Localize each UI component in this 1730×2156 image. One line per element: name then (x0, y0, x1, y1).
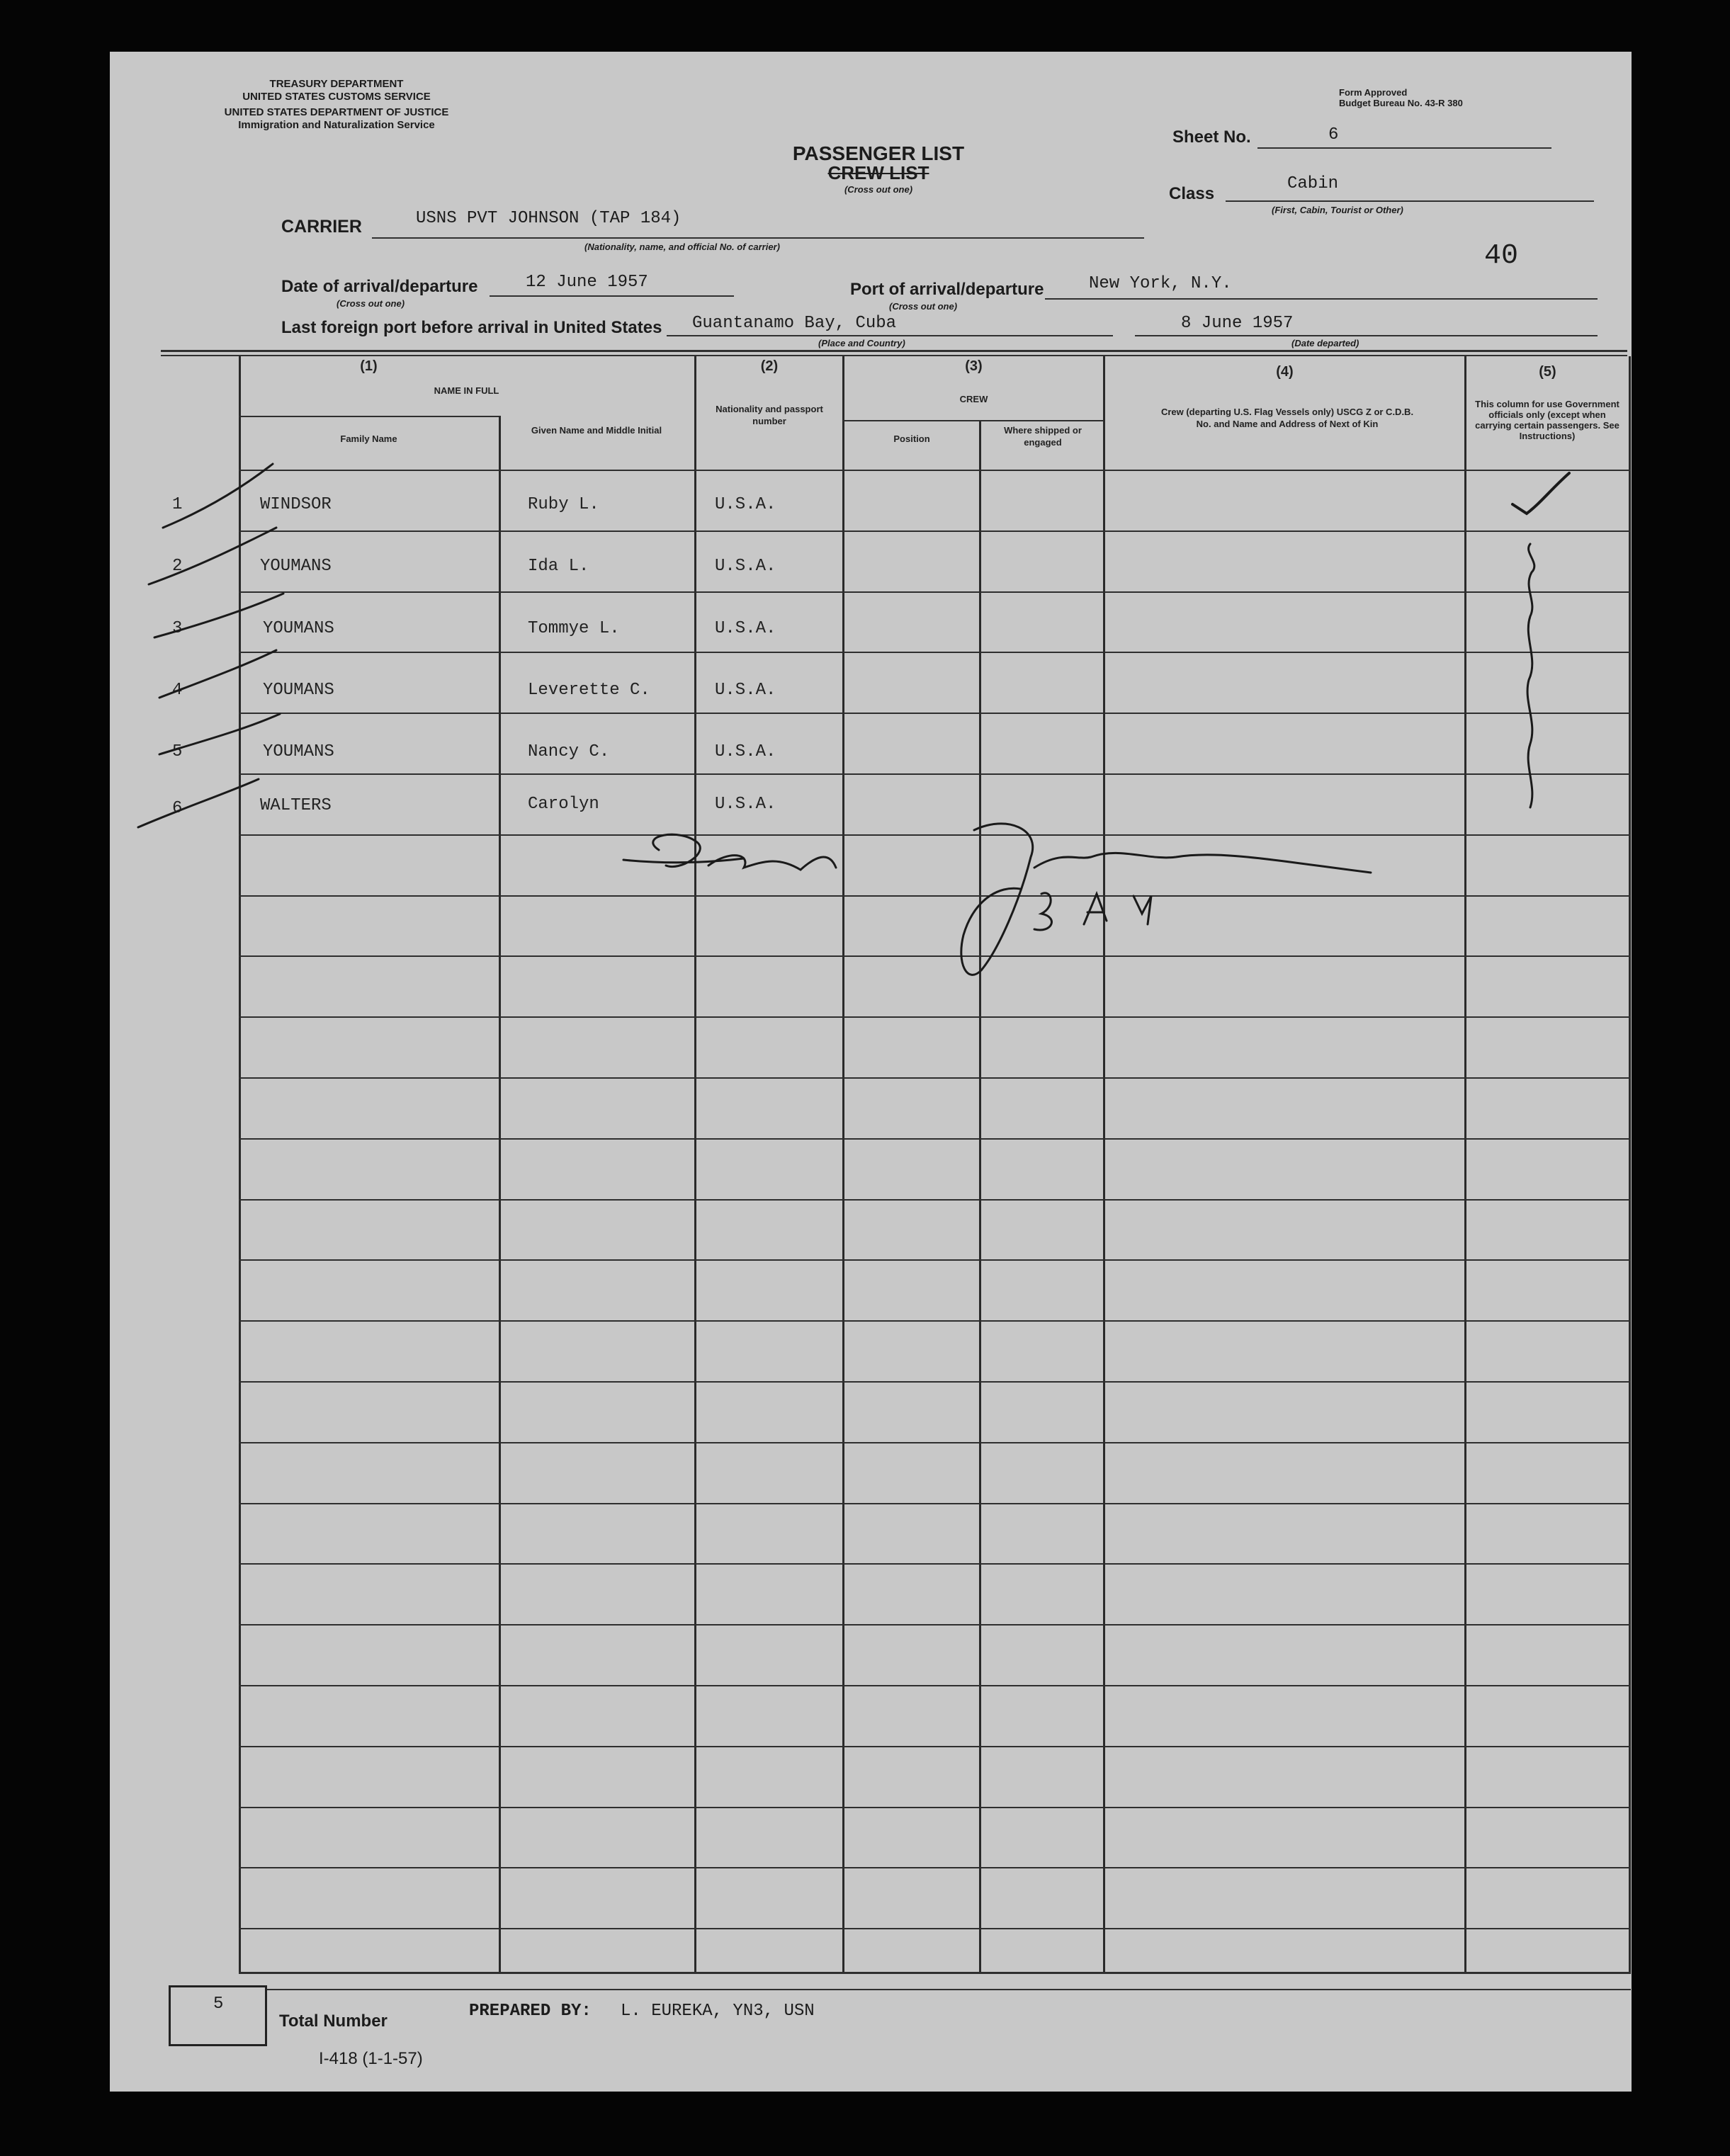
row-nationality: U.S.A. (715, 681, 776, 700)
total-box (169, 1985, 267, 2046)
col1-num: (1) (360, 358, 378, 374)
signature-mark (1084, 894, 1107, 924)
row-given: Ruby L. (528, 495, 599, 514)
col2-num: (2) (760, 358, 779, 374)
title-note: (Cross out one) (844, 184, 913, 195)
last-port-label: Last foreign port before arrival in United States (281, 318, 662, 337)
signature-stroke (1034, 853, 1371, 873)
row-nationality: U.S.A. (715, 795, 776, 814)
col1-family: Family Name (340, 433, 397, 444)
row-number: 3 (172, 619, 183, 638)
col4-num: (4) (1276, 364, 1294, 380)
ditto-mark (1527, 544, 1534, 807)
col4-title: Crew (departing U.S. Flag Vessels only) USCG Z or C.D.B. No. and Name and Address of Next of Kin (1160, 407, 1414, 429)
port-label: Port of arrival/departure (850, 280, 1044, 299)
col3-title: CREW (959, 394, 988, 404)
row-nationality: U.S.A. (715, 742, 776, 761)
col5-num: (5) (1539, 364, 1556, 380)
row-number: 1 (172, 495, 183, 514)
row-family: YOUMANS (260, 557, 332, 576)
col1-title: NAME IN FULL (434, 385, 499, 396)
tick-mark (159, 650, 276, 698)
agency-line: UNITED STATES DEPARTMENT OF JUSTICE (224, 106, 449, 118)
page-title: PASSENGER LIST (792, 142, 965, 164)
col2-title: Nationality and passport number (716, 404, 823, 426)
col1-given: Given Name and Middle Initial (531, 425, 662, 436)
signature-mark (1133, 896, 1151, 924)
class-note: (First, Cabin, Tourist or Other) (1272, 205, 1403, 215)
agency-line: TREASURY DEPARTMENT (269, 78, 404, 90)
port-note: (Cross out one) (889, 301, 958, 312)
tick-mark (163, 464, 273, 528)
prepared-label: PREPARED BY: (469, 2002, 592, 2021)
row-given: Leverette C. (528, 681, 650, 700)
form-approved-label: Form Approved (1339, 87, 1408, 98)
class-value: Cabin (1287, 174, 1339, 193)
row-number: 4 (172, 681, 183, 700)
budget-bureau-number: Budget Bureau No. 43-R 380 (1339, 98, 1463, 108)
class-label: Class (1169, 184, 1215, 203)
agency-line: Immigration and Naturalization Service (238, 119, 435, 131)
row-family: YOUMANS (263, 619, 334, 638)
row-given: Ida L. (528, 557, 589, 576)
row-family: WALTERS (260, 796, 332, 815)
arrival-date-note: (Cross out one) (337, 298, 405, 309)
col3-shipped: Where shipped or engaged (1004, 425, 1082, 448)
row-family: YOUMANS (263, 681, 334, 700)
crew-list-struck: CREW LIST (827, 162, 929, 183)
tick-mark (149, 528, 276, 584)
row-family: YOUMANS (263, 742, 334, 761)
port-value: New York, N.Y. (1089, 274, 1232, 293)
total-label: Total Number (279, 2012, 388, 2031)
col5-title: This column for use Government officials only (except when carrying certain passengers. See Instructions) (1475, 399, 1619, 441)
row-nationality: U.S.A. (715, 619, 776, 638)
last-port-value: Guantanamo Bay, Cuba (692, 314, 897, 333)
row-nationality: U.S.A. (715, 495, 776, 514)
tick-mark (159, 714, 280, 754)
sheet-label: Sheet No. (1172, 127, 1251, 147)
row-number: 2 (172, 557, 183, 576)
total-value: 5 (213, 1995, 224, 2014)
carrier-note: (Nationality, name, and official No. of carrier) (584, 242, 780, 252)
row-nationality: U.S.A. (715, 557, 776, 576)
prepared-value: L. EUREKA, YN3, USN (621, 2002, 815, 2021)
row-number: 6 (172, 799, 183, 818)
date-departed-note: (Date departed) (1291, 338, 1359, 348)
carrier-label: CARRIER (281, 217, 362, 237)
row-given: Tommye L. (528, 619, 620, 638)
row-number: 5 (172, 742, 183, 761)
arrival-date-value: 12 June 1957 (526, 273, 648, 292)
tick-mark (138, 779, 259, 827)
tick-mark (154, 594, 283, 637)
signature-mark (1034, 893, 1051, 930)
sheet-value: 6 (1328, 125, 1339, 144)
col3-position: Position (893, 433, 930, 444)
check-mark (1513, 473, 1569, 514)
agency-line: UNITED STATES CUSTOMS SERVICE (242, 91, 431, 103)
signature-stroke (961, 824, 1033, 975)
arrival-date-label: Date of arrival/departure (281, 277, 478, 296)
row-given: Carolyn (528, 795, 599, 814)
signature-stroke (708, 856, 836, 870)
signature-stroke (623, 858, 744, 863)
stamp-number: 40 (1484, 240, 1519, 272)
form-number: I-418 (1-1-57) (319, 2049, 423, 2068)
date-departed-value: 8 June 1957 (1181, 314, 1294, 333)
last-port-note: (Place and Country) (818, 338, 905, 348)
row-given: Nancy C. (528, 742, 610, 761)
col3-num: (3) (965, 358, 983, 374)
carrier-value: USNS PVT JOHNSON (TAP 184) (416, 209, 682, 228)
row-family: WINDSOR (260, 495, 332, 514)
